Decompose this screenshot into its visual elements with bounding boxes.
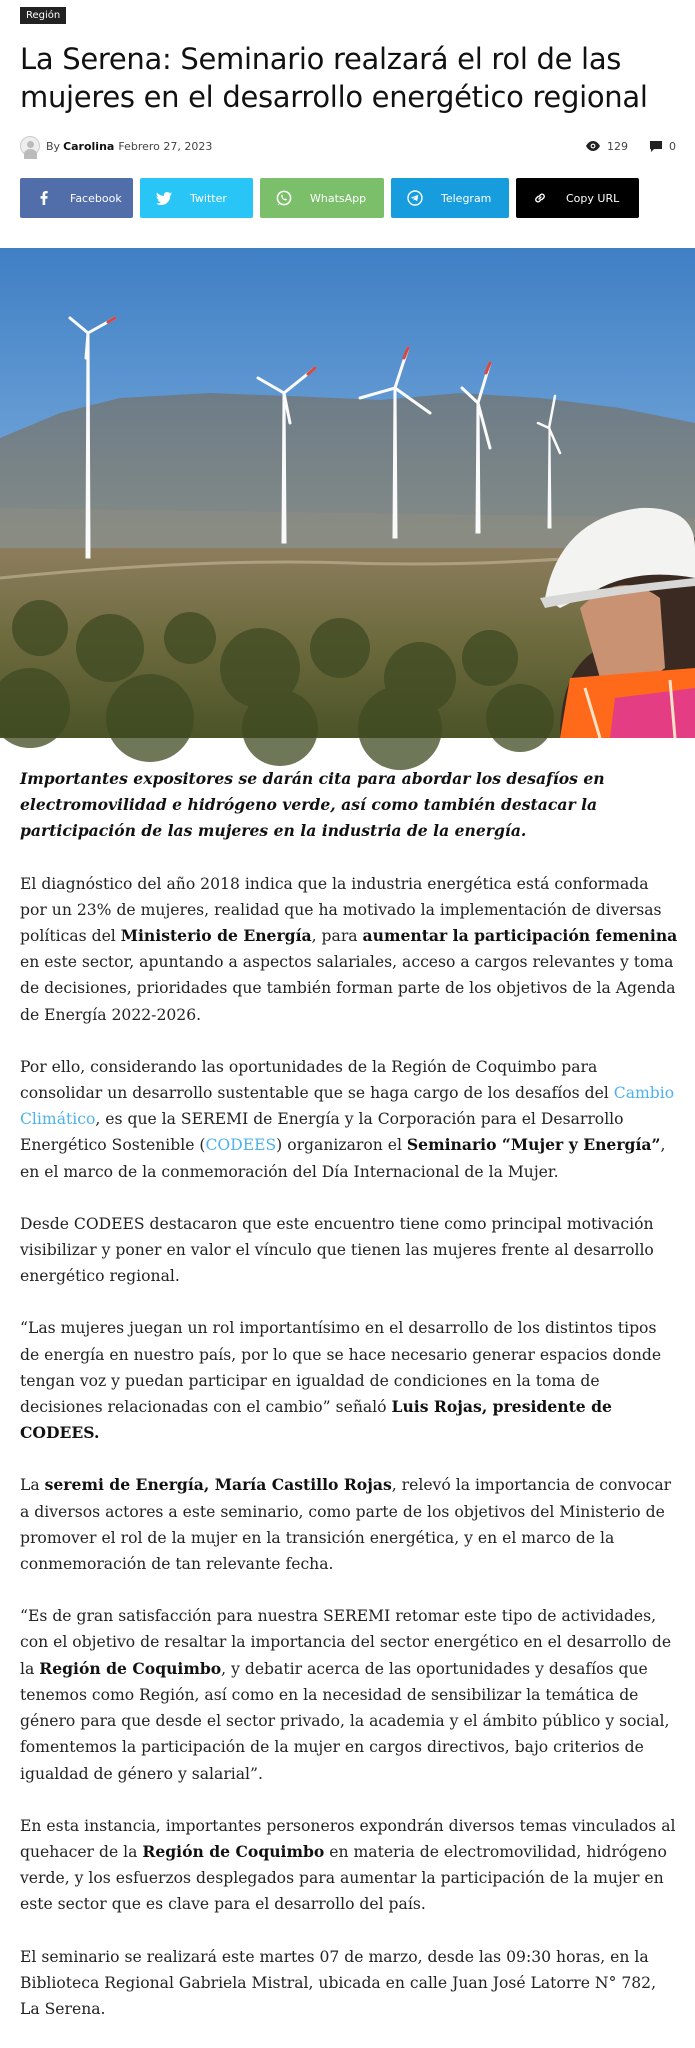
text-segment: , es que la SEREMI de Energía y la Corporación para el Desarrollo Energético Sostenible ( (20, 1110, 624, 1155)
by-label: By (46, 139, 61, 153)
share-telegram-label: Telegram (441, 191, 492, 205)
bold-text: Región de Coquimbo (39, 1658, 222, 1678)
bold-text: Región de Coquimbo (142, 1841, 325, 1861)
whatsapp-icon (276, 190, 292, 206)
text-segment: , relevó la importancia de convocar a diversos actores a este seminario, como parte de los objetivos del Ministerio de promover el rol de la mujer en la transición energética, y en el marco de la conmemoración de tan relevante fecha. (20, 1476, 672, 1574)
view-count (586, 140, 628, 153)
comment-count-value: 0 (669, 139, 676, 153)
article-paragraph (20, 1315, 680, 1446)
article-paragraph (20, 1603, 680, 1786)
eye-icon (586, 141, 600, 151)
share-facebook-button[interactable] (20, 178, 133, 218)
category-badge[interactable]: Región (20, 7, 66, 24)
article-lead: Importantes expositores se darán cita para abordar los desafíos en electromovilidad e hidrógeno verde, así como también destacar la participación de las mujeres en la industria de la energía. (20, 769, 605, 841)
article-body (20, 766, 680, 2048)
article-paragraph: El seminario se realizará este martes 07 de marzo, desde las 09:30 horas, en la Biblioteca Regional Gabriela Mistral, ubicada en calle Juan José Latorre N° 782, La Serena. (20, 1947, 657, 2018)
comment-icon (650, 141, 662, 152)
article-paragraph (20, 871, 680, 1028)
text-segment: “Es de gran satisfacción para nuestra SEREMI retomar este tipo de actividades, con el objetivo de resaltar la importancia del sector energético en el desarrollo de la (20, 1607, 672, 1678)
article-paragraph: Desde CODEES destacaron que este encuentro tiene como principal motivación visibilizar y poner en valor el vínculo que tienen las mujeres frente al desarrollo energético regional. (20, 1214, 654, 1286)
bold-text: seremi de Energía, María Castillo Rojas (44, 1475, 392, 1495)
author-avatar[interactable] (20, 136, 40, 156)
copy-url-label: Copy URL (566, 191, 620, 205)
link-icon (532, 190, 548, 206)
share-twitter-label: Twitter (190, 191, 227, 205)
bold-text: Luis Rojas, presidente de CODEES. (20, 1397, 612, 1443)
article-title: La Serena: Seminario realzará el rol de las mujeres en el desarrollo energético regional (20, 42, 648, 114)
telegram-icon (407, 190, 423, 206)
text-segment: , para (311, 927, 363, 946)
text-segment: En esta instancia, importantes personeros expondrán diversos temas vinculados al quehacer de la (20, 1816, 676, 1861)
text-segment: en este sector, apuntando a aspectos salariales, acceso a cargos relevantes y toma de decisiones, prioridades que también forman parte de los objetivos de la Agenda de Energía 2022-2026. (20, 953, 676, 1024)
share-telegram-button[interactable] (391, 178, 509, 218)
article-paragraph (20, 1054, 680, 1185)
share-whatsapp-label: WhatsApp (310, 191, 367, 205)
share-twitter-button[interactable] (140, 178, 253, 218)
bold-text: Seminario “Mujer y Energía” (406, 1135, 661, 1155)
wind-farm-photo (0, 248, 695, 738)
text-segment: Por ello, considerando las oportunidades de la Región de Coquimbo para consolidar un desarrollo sustentable que se haga cargo de los desafíos del (20, 1057, 614, 1103)
bold-text: Ministerio de Energía (120, 926, 312, 946)
share-facebook-label: Facebook (70, 191, 122, 205)
article-meta (20, 136, 676, 156)
twitter-icon (156, 190, 172, 206)
comment-count[interactable] (650, 140, 676, 153)
text-segment: , y debatir acerca de las oportunidades y desafíos que tenemos como Región, así como en la necesidad de sensibilizar la temática de género para que desde el sector privado, la academia y el ámbito público y social, fomentemos la participación de la mujer en cargos directivos, bajo criterios de igualdad de género y salarial”. (20, 1659, 670, 1783)
copy-url-button[interactable] (516, 178, 639, 218)
share-whatsapp-button[interactable] (260, 178, 384, 218)
article-paragraph (20, 1813, 680, 1918)
text-segment: La (20, 1476, 45, 1495)
view-count-value: 129 (607, 139, 628, 153)
hero-image (0, 248, 695, 738)
text-segment: en materia de electromovilidad, hidrógeno verde, y los esfuerzos desplegados para aumentar la participación de la mujer en este sector que es clave para el desarrollo del país. (20, 1842, 667, 1914)
facebook-icon (36, 190, 52, 206)
codees-link[interactable]: CODEES (205, 1136, 277, 1155)
bold-text: aumentar la participación femenina (362, 926, 678, 946)
article-paragraph (20, 1472, 680, 1577)
text-segment: ) organizaron el (276, 1136, 407, 1155)
text-segment: “Las mujeres juegan un rol importantísimo en el desarrollo de los distintos tipos de energía en nuestro país, por lo que se hace necesario generar espacios donde tengan voz y puedan participar en igualdad de condiciones en la toma de decisiones relacionadas con el cambio” señaló (20, 1319, 662, 1417)
text-segment: , en el marco de la conmemoración del Día Internacional de la Mujer. (20, 1136, 666, 1181)
share-bar (20, 178, 646, 218)
author-link[interactable]: Carolina (63, 139, 115, 153)
text-segment: El diagnóstico del año 2018 indica que la industria energética está conformada por un 23% de mujeres, realidad que ha motivado la implementación de diversas políticas del (20, 874, 662, 946)
cambio-climatico-link[interactable]: Cambio Climático (20, 1084, 675, 1129)
publish-date: Febrero 27, 2023 (118, 139, 213, 153)
